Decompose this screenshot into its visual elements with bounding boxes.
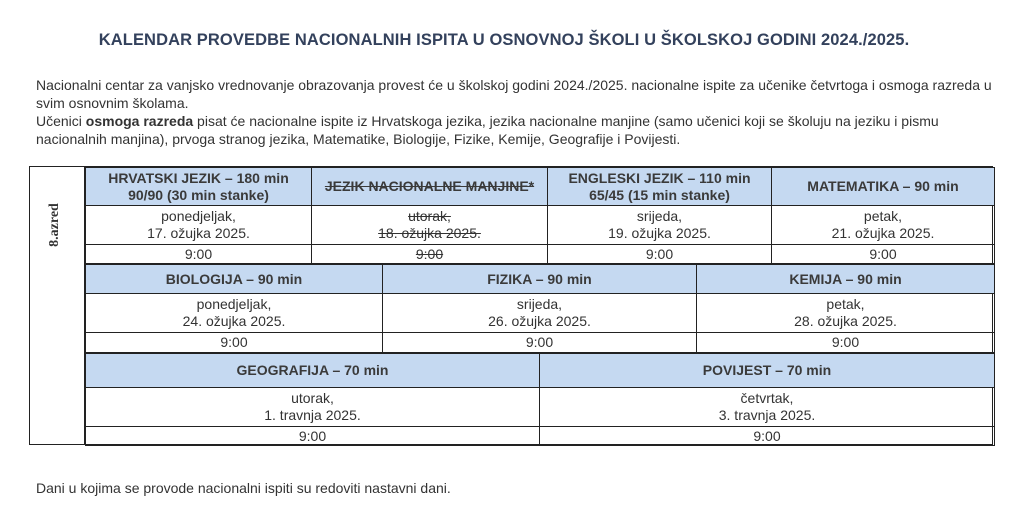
exam-time: 9:00 (697, 333, 995, 353)
intro-paragraph-2 (36, 112, 996, 148)
exam-day: srijeda, (636, 208, 683, 224)
subject-header-engleski (548, 168, 772, 206)
exam-time: 9:00 (86, 333, 383, 353)
exam-day: petak, (826, 296, 865, 312)
subject-header-hrvatski (86, 168, 312, 206)
exam-block-row-1 (85, 167, 995, 264)
intro-text-part: pisat će nacionalne ispite iz Hrvatskoga jezika, jezika nacionalne manjine (samo učenici koji se školuju na jeziku i pismu nacionalnih manjina), prvoga stranog jezika, Matematike, Biologije, Fizike, Kemije, Geografije i Povijesti. (36, 113, 939, 147)
exam-time: 9:00 (86, 427, 540, 446)
intro-text-part: Učenici (36, 113, 86, 129)
exam-date-cell (383, 294, 697, 333)
subject-name: ENGLESKI JEZIK – 110 min (568, 169, 751, 186)
exam-date-cell (548, 206, 772, 245)
intro-text (36, 76, 996, 148)
exam-day: srijeda, (516, 296, 563, 312)
exam-day: utorak, (408, 208, 451, 224)
grade-column (30, 167, 85, 444)
exam-date: 28. ožujka 2025. (794, 313, 897, 329)
subject-name: HRVATSKI JEZIK – 180 min (108, 169, 289, 186)
exam-date-cell (86, 206, 312, 245)
exam-day: ponedjeljak, (161, 208, 236, 224)
intro-emphasis: osmoga razreda (85, 113, 194, 129)
exam-day: petak, (863, 208, 903, 224)
exam-date-cell (86, 294, 383, 333)
subject-header-povijest: POVIJEST – 70 min (540, 354, 995, 388)
exam-date: 18. ožujka 2025. (378, 225, 481, 241)
exam-date-cell (540, 388, 995, 427)
exam-block-row-2 (85, 264, 995, 353)
exam-date-cell (772, 206, 995, 245)
subject-detail: 65/45 (15 min stanke) (589, 186, 730, 203)
exam-day: ponedjeljak, (196, 296, 272, 312)
exam-time: 9:00 (548, 245, 772, 264)
exam-block-row-3 (85, 353, 995, 446)
exam-date-cell (86, 388, 540, 427)
exam-date: 17. ožujka 2025. (147, 225, 250, 241)
exam-date: 1. travnja 2025. (264, 407, 361, 423)
exam-day: četvrtak, (740, 390, 794, 406)
subject-name: JEZIK NACIONALNE MANJINE* (324, 178, 535, 194)
grade-label-box (40, 195, 70, 255)
exam-time: 9:00 (772, 245, 995, 264)
page-title: KALENDAR PROVEDBE NACIONALNIH ISPITA U OSNOVNOJ ŠKOLI U ŠKOLSKOJ GODINI 2024./2025. (98, 31, 910, 49)
exam-time: 9:00 (86, 245, 312, 264)
exam-day: utorak, (291, 390, 334, 406)
subject-header-fizika: FIZIKA – 90 min (383, 265, 697, 294)
exam-time (312, 245, 548, 264)
subject-header-kemija: KEMIJA – 90 min (697, 265, 995, 294)
subject-header-geografija: GEOGRAFIJA – 70 min (86, 354, 540, 388)
exam-time-value: 9:00 (415, 245, 444, 262)
exam-date: 26. ožujka 2025. (488, 313, 591, 329)
subject-name: MATEMATIKA – 90 min (807, 178, 959, 194)
exam-time: 9:00 (383, 333, 697, 353)
exam-date: 3. travnja 2025. (718, 407, 816, 423)
subject-header-manjine (312, 168, 548, 206)
exam-time: 9:00 (540, 427, 995, 446)
subject-header-matematika (772, 168, 995, 206)
exam-date: 24. ožujka 2025. (182, 313, 286, 329)
grade-label: 8.azred (47, 203, 62, 247)
intro-paragraph-1: Nacionalni centar za vanjsko vrednovanje obrazovanja provest će u školskoj godini 2024./2025. nacionalne ispite za učenike četvrtoga i osmoga razreda u svim osnovnim školama. (36, 77, 992, 111)
footer-note: Dani u kojima se provode nacionalni ispiti su redoviti nastavni dani. (36, 480, 451, 496)
subject-detail: 90/90 (30 min stanke) (128, 186, 269, 203)
exam-date-cell (697, 294, 995, 333)
subject-header-biologija: BIOLOGIJA – 90 min (86, 265, 383, 294)
exam-date-cell (312, 206, 548, 245)
exam-date: 21. ožujka 2025. (831, 225, 935, 241)
exam-calendar-table (29, 166, 993, 445)
exam-date: 19. ožujka 2025. (608, 225, 711, 241)
